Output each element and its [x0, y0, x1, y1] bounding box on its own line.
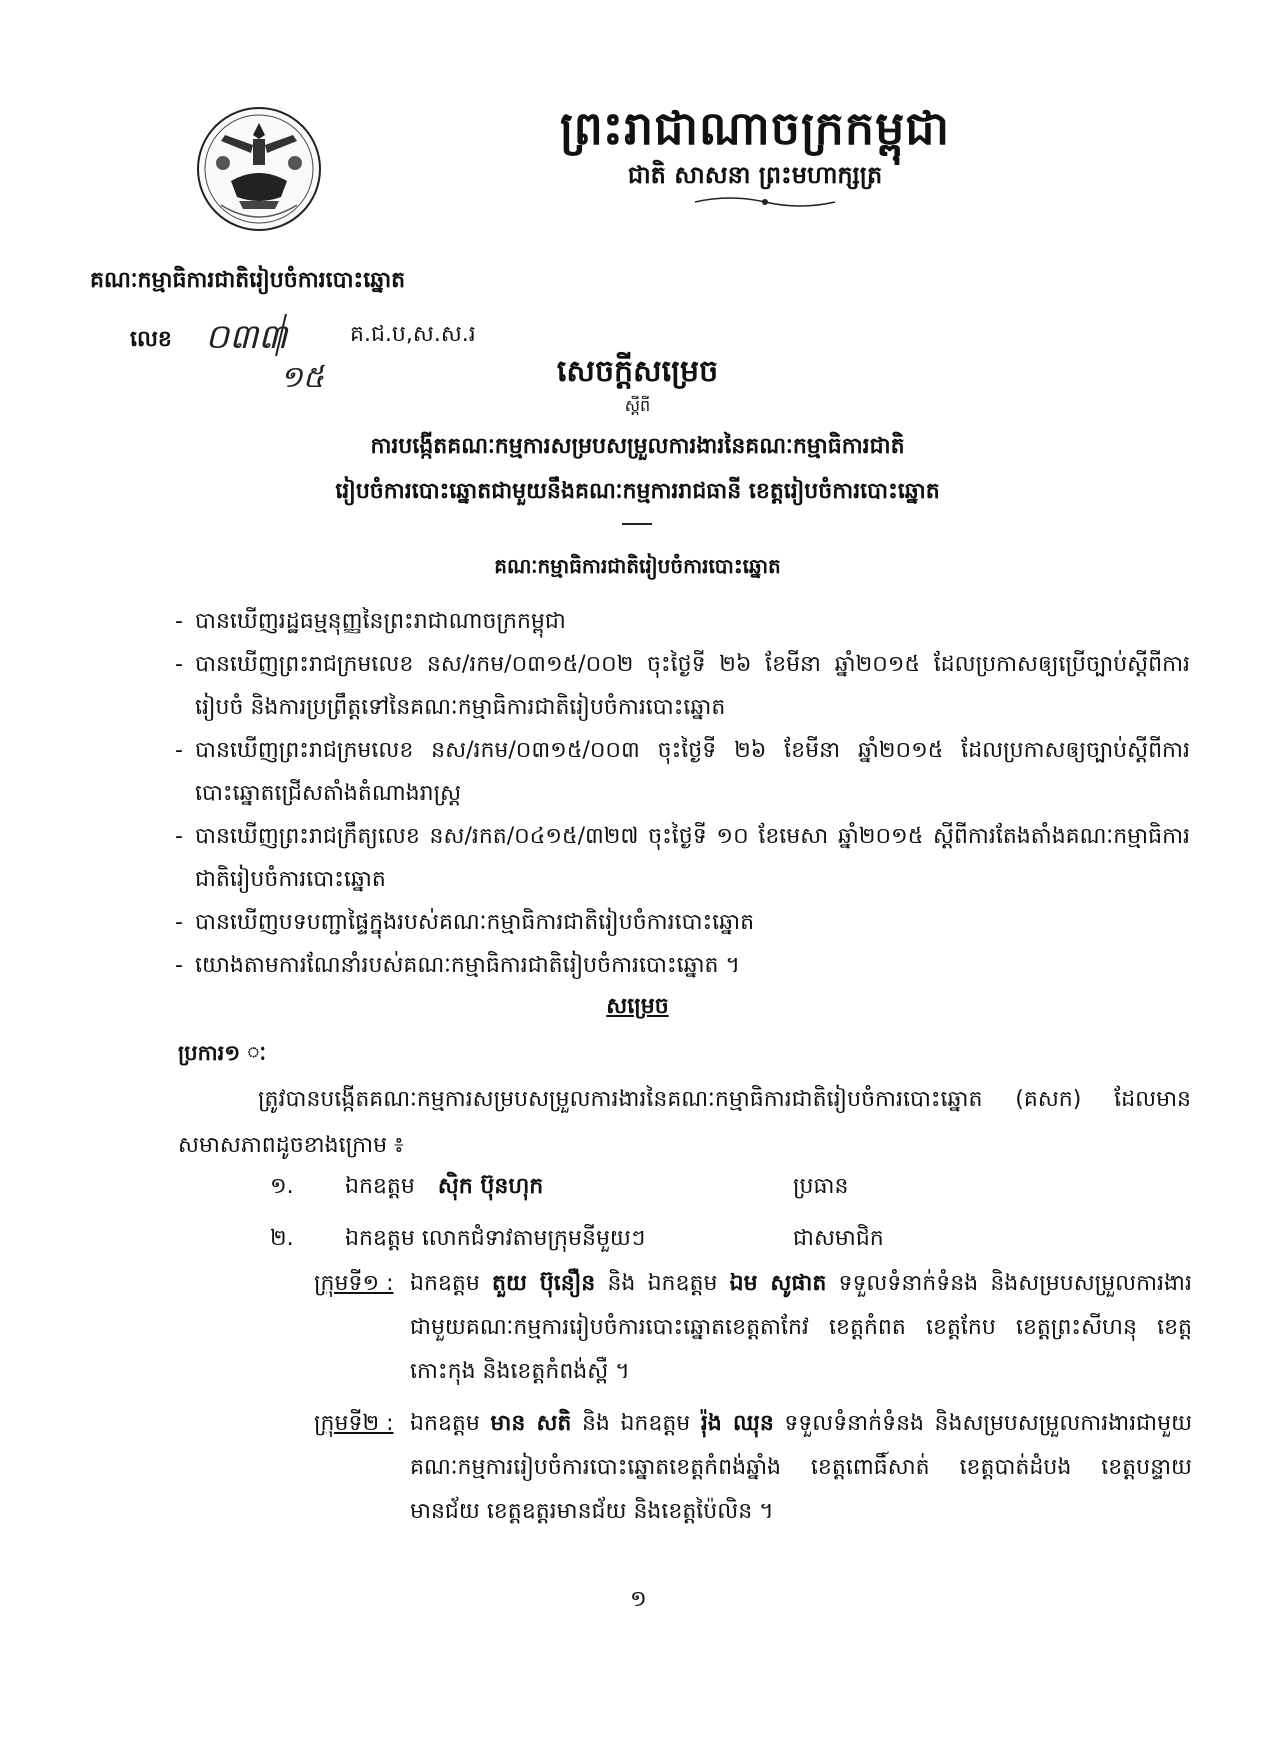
article-1-text: ត្រូវបានបង្កើតគណៈកម្មការសម្របសម្រួលការងារនៃគណៈកម្មាធិការជាតិរៀបចំការបោះឆ្នោត (គសក) ដែលមានសមាសភាពដូចខាងក្រោម ៖ [178, 1087, 1191, 1158]
group-2 [314, 1402, 1192, 1534]
article-1-label: ប្រការ១ ៈ [178, 1041, 267, 1065]
group-2-name-b: រ៉ុង ឈុន [700, 1411, 774, 1436]
reference-code: គ.ជ.ប,ស.ស.រ [350, 322, 476, 347]
group-1-title-a: ឯកឧត្តម [410, 1271, 480, 1296]
national-motto: ជាតិ សាសនា ព្រះមហាក្សត្រ [627, 161, 883, 189]
group-1-label: ក្រុមទី១ : [314, 1271, 394, 1296]
member-1-number: ១. [270, 1174, 294, 1199]
member-2-title: ឯកឧត្តម លោកជំទាវតាមក្រុមនីមួយៗ [345, 1226, 646, 1251]
preamble-item: - បានឃើញព្រះរាជក្រមលេខ នស/រកម/០៣១៥/០០២ ចុះថ្ងៃទី ២៦ ខែមីនា ឆ្នាំ២០១៥ ដែលប្រកាសឲ្យប្រើច្បាប់ស្តីពីការរៀបចំ និងការប្រព្រឹត្តទៅនៃគណៈកម្មាធិការជាតិរៀបចំការបោះឆ្នោត [175, 643, 1190, 729]
group-1 [314, 1262, 1192, 1394]
group-1-title-b: ឯកឧត្តម [647, 1271, 718, 1296]
group-1-duty: ទទួលទំនាក់ទំនង និងសម្របសម្រួលការងារជាមួយគណៈកម្មការរៀបចំការបោះឆ្នោតខេត្តតាកែវ ខេត្តកំពត ខេត្តកែប ខេត្តព្រះសីហនុ ខេត្តកោះកុង និងខេត្តកំពង់ស្ពឺ ។ [410, 1271, 1192, 1384]
group-2-name-a: មាន សតិ [490, 1411, 572, 1436]
subject-line-2: រៀបចំការបោះឆ្នោតជាមួយនឹងគណៈកម្មការរាជធានី ខេត្តរៀបចំការបោះឆ្នោត [335, 479, 940, 504]
member-2-role: ជាសមាជិក [793, 1226, 884, 1251]
preamble-item: - យោងតាមការណែនាំរបស់គណៈកម្មាធិការជាតិរៀបចំការបោះឆ្នោត ។ [175, 944, 1190, 987]
group-2-text [410, 1402, 1192, 1534]
issuer-heading: គណៈកម្មាធិការជាតិរៀបចំការបោះឆ្នោត [494, 554, 781, 578]
member-1-fullname: ស៊ិក ប៊ុនហុក [437, 1174, 544, 1199]
kingdom-name: ព្រះរាជាណាចក្រកម្ពុជា [559, 101, 951, 155]
reference-year: ១៥ [280, 360, 324, 395]
page-number: ១ [630, 1587, 647, 1612]
preamble-item: - បានឃើញបទបញ្ជាផ្ទៃក្នុងរបស់គណៈកម្មាធិការជាតិរៀបចំការបោះឆ្នោត [175, 901, 1190, 944]
document-title: សេចក្តីសម្រេច [556, 354, 719, 389]
reference-label: លេខ [130, 327, 172, 352]
member-1-role: ប្រធាន [793, 1174, 849, 1199]
decides-heading: សម្រេច [606, 994, 669, 1019]
preamble-list [175, 600, 1190, 987]
member-1-title: ឯកឧត្តម [345, 1174, 415, 1199]
preamble-item: - បានឃើញព្រះរាជក្រមលេខ នស/រកម/០៣១៥/០០៣ ចុះថ្ងៃទី ២៦ ខែមីនា ឆ្នាំ២០១៥ ដែលប្រកាសឲ្យច្បាប់ស្តីពីការបោះឆ្នោតជ្រើសតាំងតំណាងរាស្ត្រ [175, 729, 1190, 815]
group-2-duty: ទទួលទំនាក់ទំនង និងសម្របសម្រួលការងារជាមួយគណៈកម្មការរៀបចំការបោះឆ្នោតខេត្តកំពង់ឆ្នាំង ខេត្តពោធិ៍សាត់ ខេត្តបាត់ដំបង ខេត្តបន្ទាយមានជ័យ ខេត្តឧត្តរមានជ័យ និងខេត្តប៉ៃលិន ។ [410, 1411, 1193, 1524]
group-1-text [410, 1262, 1192, 1394]
issuing-organization: គណៈកម្មាធិការជាតិរៀបចំការបោះឆ្នោត [90, 268, 406, 293]
about-label: ស្តីពី [624, 396, 651, 415]
ornament-divider-icon [690, 194, 840, 210]
member-1-name [345, 1172, 543, 1204]
member-2-number: ២. [270, 1226, 294, 1251]
separator-dash [622, 523, 652, 525]
preamble-item: - បានឃើញរដ្ឋធម្មនុញ្ញនៃព្រះរាជាណាចក្រកម្ពុជា [175, 600, 1190, 643]
group-1-name-a: តួយ ប៊ុនឿន [492, 1271, 596, 1296]
group-2-label: ក្រុមទី២ : [314, 1411, 394, 1436]
reference-number: ០៣៣ [205, 317, 288, 357]
subject-line-1: ការបង្កើតគណៈកម្មការសម្របសម្រួលការងារនៃគណៈកម្មាធិការជាតិ [370, 434, 905, 459]
group-2-title-a: ឯកឧត្តម [410, 1411, 480, 1436]
group-2-and: និង [581, 1411, 610, 1436]
group-1-name-b: ឯម សូផាត [729, 1271, 827, 1296]
preamble-item: - បានឃើញព្រះរាជក្រឹត្យលេខ នស/រកត/០៤១៥/៣២៧ ចុះថ្ងៃទី ១០ ខែមេសា ឆ្នាំ២០១៥ ស្តីពីការតែងតាំងគណៈកម្មាធិការជាតិរៀបចំការបោះឆ្នោត [175, 815, 1190, 901]
group-1-and: និង [607, 1271, 636, 1296]
group-2-title-b: ឯកឧត្តម [620, 1411, 691, 1436]
nec-seal-emblem [195, 105, 323, 233]
